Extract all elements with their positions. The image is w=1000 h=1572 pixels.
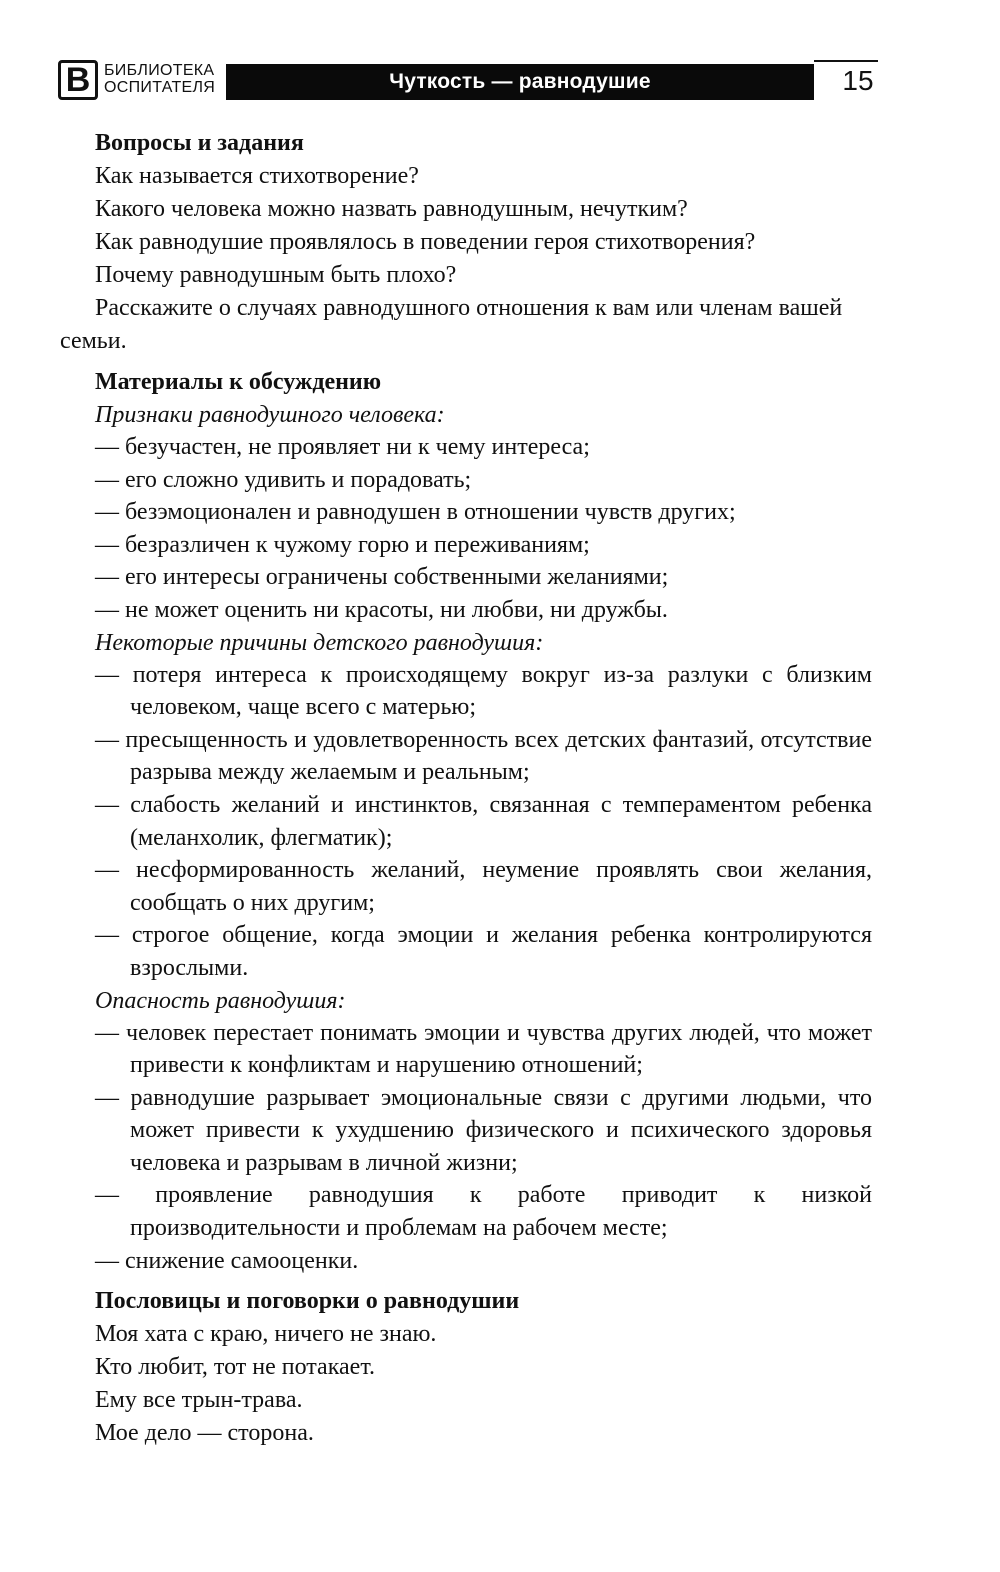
- question-4: Почему равнодушным быть плохо?: [95, 262, 457, 288]
- question-5: Расскажите о случаях равнодушного отношения к вам или членам вашей семьи.: [60, 295, 843, 354]
- proverbs-heading: Пословицы и поговорки о равнодушии: [95, 1288, 520, 1315]
- logo-letter: В: [65, 61, 91, 99]
- chapter-title-bar: [226, 64, 814, 100]
- sign-item: — не может оценить ни красоты, ни любви, ни дружбы.: [60, 594, 872, 627]
- sign-item: — его интересы ограничены собственными желаниями;: [60, 561, 872, 594]
- chapter-title: Чуткость — равнодушие: [389, 70, 651, 93]
- danger-item: — снижение самооценки.: [60, 1245, 872, 1278]
- proverb-item: Мое дело — сторона.: [95, 1420, 314, 1447]
- series-name: [104, 62, 215, 96]
- sign-item: — безучастен, не проявляет ни к чему интереса;: [60, 431, 872, 464]
- proverb-item: Кто любит, тот не потакает.: [95, 1354, 375, 1381]
- causes-title: Некоторые причины детского равнодушия:: [95, 629, 544, 656]
- series-name-line2: ОСПИТАТЕЛЯ: [104, 79, 216, 96]
- page-header: [58, 60, 878, 102]
- signs-title: Признаки равнодушного человека:: [95, 402, 445, 428]
- danger-item: — равнодушие разрывает эмоциональные связи с другими людьми, что может привести к ухудшению физического и психического здоровья человека и разрывам в личной жизни;: [60, 1082, 872, 1180]
- question-2: Какого человека можно назвать равнодушным, нечутким?: [95, 196, 688, 222]
- sign-item: — безэмоционален и равнодушен в отношении чувств других;: [60, 496, 872, 529]
- danger-item: — проявление равнодушия к работе приводит к низкой производительности и проблемам на рабочем месте;: [60, 1179, 872, 1244]
- proverb-item: Моя хата с краю, ничего не знаю.: [95, 1321, 437, 1348]
- cause-item: — несформированность желаний, неумение проявлять свои желания, сообщать о них другим;: [60, 854, 872, 919]
- cause-item: — пресыщенность и удовлетворенность всех детских фантазий, отсутствие разрыва между желаемым и реальным;: [60, 724, 872, 789]
- sign-item: — его сложно удивить и порадовать;: [60, 464, 872, 497]
- materials-heading: Материалы к обсуждению: [95, 369, 382, 395]
- question-1: Как называется стихотворение?: [95, 163, 419, 189]
- danger-item: — человек перестает понимать эмоции и чувства других людей, что может привести к конфликтам и нарушению отношений;: [60, 1017, 872, 1082]
- proverb-item: Ему все трын-трава.: [95, 1387, 303, 1414]
- danger-title: Опасность равнодушия:: [95, 987, 346, 1014]
- sign-item: — безразличен к чужому горю и переживаниям;: [60, 529, 872, 562]
- page-content: [60, 126, 872, 1450]
- series-name-line1: БИБЛИОТЕКА: [104, 62, 215, 79]
- cause-item: — строгое общение, когда эмоции и желания ребенка контролируются взрослыми.: [60, 919, 872, 984]
- page-number: 15: [842, 65, 874, 96]
- cause-item: — потеря интереса к происходящему вокруг из-за разлуки с близким человеком, чаще всего с матерью;: [60, 659, 872, 724]
- questions-heading: Вопросы и задания: [95, 130, 304, 156]
- question-3: Как равнодушие проявлялось в поведении героя стихотворения?: [95, 229, 756, 255]
- series-logo-icon: [58, 60, 98, 100]
- cause-item: — слабость желаний и инстинктов, связанная с темпераментом ребенка (меланхолик, флегматик);: [60, 789, 872, 854]
